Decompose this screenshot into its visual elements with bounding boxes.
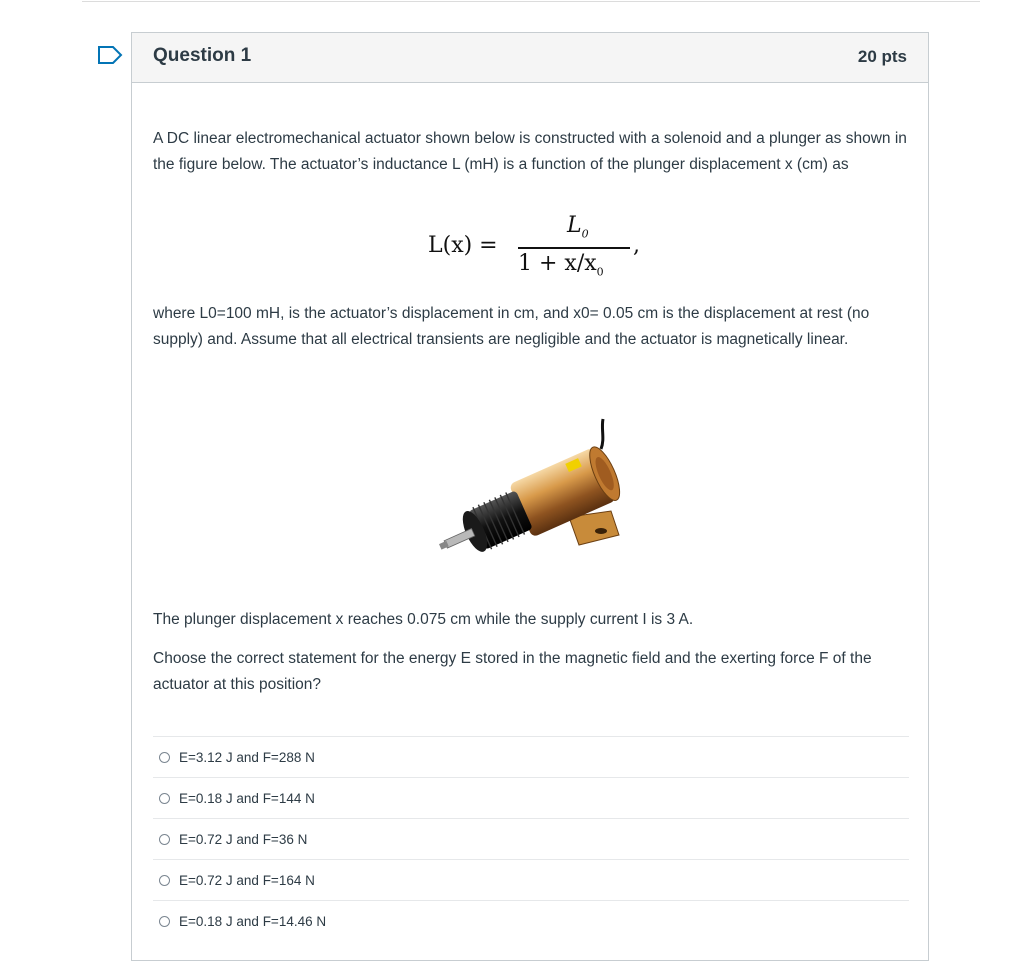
radio-button[interactable]: [159, 916, 170, 927]
answer-label: E=0.72 J and F=36 N: [179, 831, 308, 847]
formula-lhs: L(x) =: [428, 233, 498, 258]
question-points: 20 pts: [857, 47, 907, 66]
inductance-formula: [422, 213, 652, 283]
answer-label: E=3.12 J and F=288 N: [179, 749, 315, 765]
answer-option[interactable]: [153, 818, 909, 859]
answer-list: [153, 736, 909, 941]
radio-button[interactable]: [159, 793, 170, 804]
solenoid-actuator-image: [429, 399, 635, 593]
radio-button[interactable]: [159, 752, 170, 763]
question-header: [132, 33, 928, 83]
question-text-definitions: where L0=100 mH, is the actuator’s displacement in cm, and x0= 0.05 cm is the displacement at rest (no supply) and. Assume that all electrical transients are negligible and the actuator is magnetically linear.: [153, 305, 870, 348]
answer-option[interactable]: [153, 777, 909, 818]
top-divider: [82, 1, 980, 2]
formula-numerator: $L_0$: [567, 213, 589, 241]
answer-option[interactable]: [153, 900, 909, 941]
question-text-condition: The plunger displacement x reaches 0.075 cm while the supply current I is 3 A.: [153, 611, 694, 628]
answer-option[interactable]: [153, 736, 909, 777]
question-card: [131, 32, 929, 961]
radio-button[interactable]: [159, 875, 170, 886]
answer-label: E=0.72 J and F=164 N: [179, 872, 315, 888]
flag-question-icon[interactable]: [96, 44, 124, 66]
formula-trailing: ,: [633, 233, 640, 258]
question-text-prompt: Choose the correct statement for the energy E stored in the magnetic field and the exerting force F of the actuator at this position?: [153, 650, 872, 693]
answer-option[interactable]: [153, 859, 909, 900]
answer-label: E=0.18 J and F=14.46 N: [179, 913, 327, 929]
question-text-intro: A DC linear electromechanical actuator shown below is constructed with a solenoid and a plunger as shown in the figure below. The actuator’s inductance L (mH) is a function of the plunger displacement x (cm) as: [153, 130, 907, 173]
question-title: Question 1: [153, 45, 252, 66]
formula-fraction-bar: [518, 247, 630, 249]
formula-denominator: $1 + x/x_0$: [518, 251, 604, 279]
answer-label: E=0.18 J and F=144 N: [179, 790, 315, 806]
radio-button[interactable]: [159, 834, 170, 845]
